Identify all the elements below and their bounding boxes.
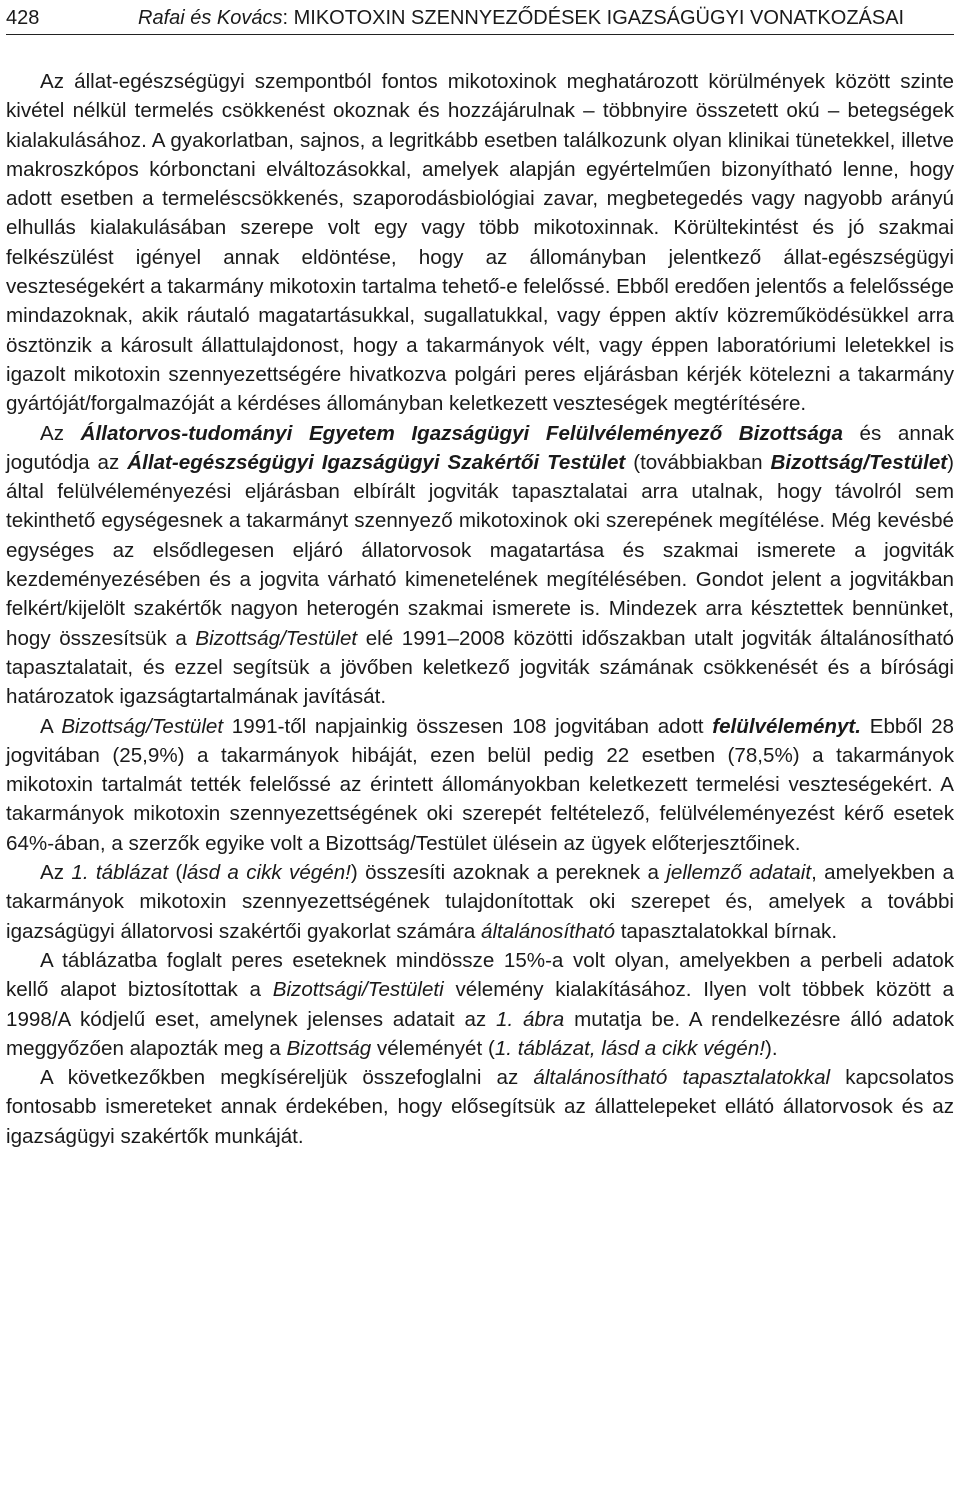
italic-run: általánosítható [481,919,615,943]
emphasis-committee-name: Állatorvos-tudományi Egyetem Igazságügyi Felülvéleményező Bizottsága [80,421,843,445]
text-run: Az [40,421,81,445]
text-run: Ebből 28 jogvitában (25,9%) a takarmányok hibáját, ezen belül pedig 22 esetben (78,5%) a takarmányok mikotoxin tartalmát tették felelőssé az érintett állományokban keletkezett termelési veszteségekért. A takarmányok mikotoxin szennyezettségének oki szerepét feltételező, felülvéleményezést kérő esetek 64%-ában, a szerzők egyike volt a Bizottság/Testület ülésein az ügyek előterjesztőinek. [6,714,954,855]
text-run: Az állat-egészségügyi szempontból fontos mikotoxinok meghatározott körülmények között szinte kivétel nélkül termelés csökkenést okoznak és hozzájárulnak – többnyire összetett okú – betegségek kialakulásához. A gyakorlatban, sajnos, a legritkább esetben találkozunk olyan klinikai tünetekkel, illetve makroszkópos kórbonctani elváltozásokkal, amelyek alapján egyértelműen bizonyítható lenne, hogy adott esetben a termeléscsökkenés, szaporodásbiológiai zavar, megbetegedés vagy nagyobb arányú elhullás kialakulásában szerepe volt egy vagy több mikotoxinnak. Körültekintést és jó szakmai felkészülést igényel annak eldöntése, hogy az állományban jelentkező állat-egészségügyi veszteségekért a takarmány mikotoxin tartalma tehető-e felelőssé. Ebből eredően jelentős a felelőssége mindazoknak, akik ráutaló magatartásukkal, sugallatukkal, vagy éppen aktív közreműködésükkel arra ösztönzik a károsult állattulajdonost, hogy a takarmányok vélt, vagy éppen laboratóriumi leletekkel is igazolt mikotoxin szennyezettségére hivatkozva polgári peres eljárásban kérjék kötelezni a takarmány gyártóját/forgalmazóját a kérdéses állományban keletkezett veszteségek megtérítésére. [6,70,954,416]
emphasis-abbreviation: Bizottság/Testület [770,450,948,474]
paragraph-6 [6,1063,954,1151]
paragraph-1 [6,67,954,419]
text-run: (továbbiakban [625,450,771,474]
italic-run: Bizottsági/Testületi [272,978,444,1002]
text-run: A [40,714,62,738]
page-number: 428 [6,7,40,29]
text-run: mutatja be. A rendelkezésre álló adatok meggyőzően alapozták meg a [6,1007,955,1060]
text-run: elé 1991–2008 közötti időszakban utalt jogviták általánosítható tapasztalatait, és ezzel segítsük a jövőben keletkező jogviták számának csökkenését és a bírósági határozatok igazságtartalmának javítását. [6,626,955,709]
text-run: 1991-től napjainkig összesen 108 jogvitában adott [223,714,713,738]
text-run: A táblázatba foglalt peres eseteknek mindössze 15%-a volt olyan, amelyekben a perbeli adatok kellő alapot biztosítottak a [6,948,954,1002]
italic-run: Bizottság [286,1036,372,1060]
text-run: Az [40,861,72,885]
text-run: és annak jogutódja az [6,421,954,474]
text-run: ). [765,1036,778,1060]
text-run: ) összesíti azoknak a pereknek a [350,861,667,885]
running-head-title: : MIKOTOXIN SZENNYEZŐDÉSEK IGAZSÁGÜGYI VONATKOZÁSAI [282,7,905,29]
text-run: tapasztalatokkal bírnak. [614,919,838,943]
italic-run: jellemző adatait [666,861,812,885]
body-text [6,67,954,1151]
emphasis-board-name: Állat-egészségügyi Igazságügyi Szakértői Testület [127,450,626,474]
italic-run: Bizottság/Testület [195,626,358,650]
running-header [6,4,954,35]
paragraph-2 [6,419,954,712]
text-run: ( [168,861,183,885]
running-head [138,4,904,32]
italic-run: Bizottság/Testület [61,714,224,738]
table-reference: 1. táblázat, lásd a cikk végén! [494,1036,765,1060]
running-head-authors: Rafai és Kovács [138,7,283,29]
text-run: vélemény kialakításához. Ilyen volt többek között a 1998/A kódjelű eset, amelynek jelenses adatait az [6,978,954,1031]
text-run: , amelyekben a takarmányok mikotoxin szennyezettségének tulajdonítottak oki szerepet és, amelyek a további igazságügyi állatorvosi szakértői gyakorlat számára [6,861,954,943]
italic-run: lásd a cikk végén! [182,861,351,885]
text-run: kapcsolatos fontosabb ismereteket annak érdekében, hogy elősegítsük az állattelepeket ellátó állatorvosok és az igazságügyi szakértők munkáját. [6,1066,955,1148]
italic-run: általánosítható tapasztalatokkal [533,1066,831,1090]
text-run: ) által felülvéleményezési eljárásban elbírált jogviták tapasztalatai arra utalnak, hogy távolról sem tekinthető egységesnek a takarmányt szennyező mikotoxinok oki szerepének megítélése. Még kevésbé egységes az elsődlegesen eljáró állatorvosok magatartása és szakmai ismerete a jogviták kezdeményezésében és a jogvita várható kimenetelének megítélésében. Gondot jelent a jogvitákban felkért/kijelölt szakértők nagyon heterogén szakmai ismerete is. Mindezek arra késztettek bennünket, hogy összesítsük a [6,450,954,650]
text-run: véleményét ( [371,1036,495,1060]
table-reference: 1. táblázat [71,861,169,885]
text-run: A következőkben megkíséreljük összefoglalni az [40,1066,534,1090]
figure-reference: 1. ábra [496,1007,565,1031]
paragraph-5 [6,946,954,1063]
emphasis-opinion: felülvéleményt. [712,714,862,738]
paragraph-4 [6,858,954,946]
paragraph-3 [6,712,954,858]
